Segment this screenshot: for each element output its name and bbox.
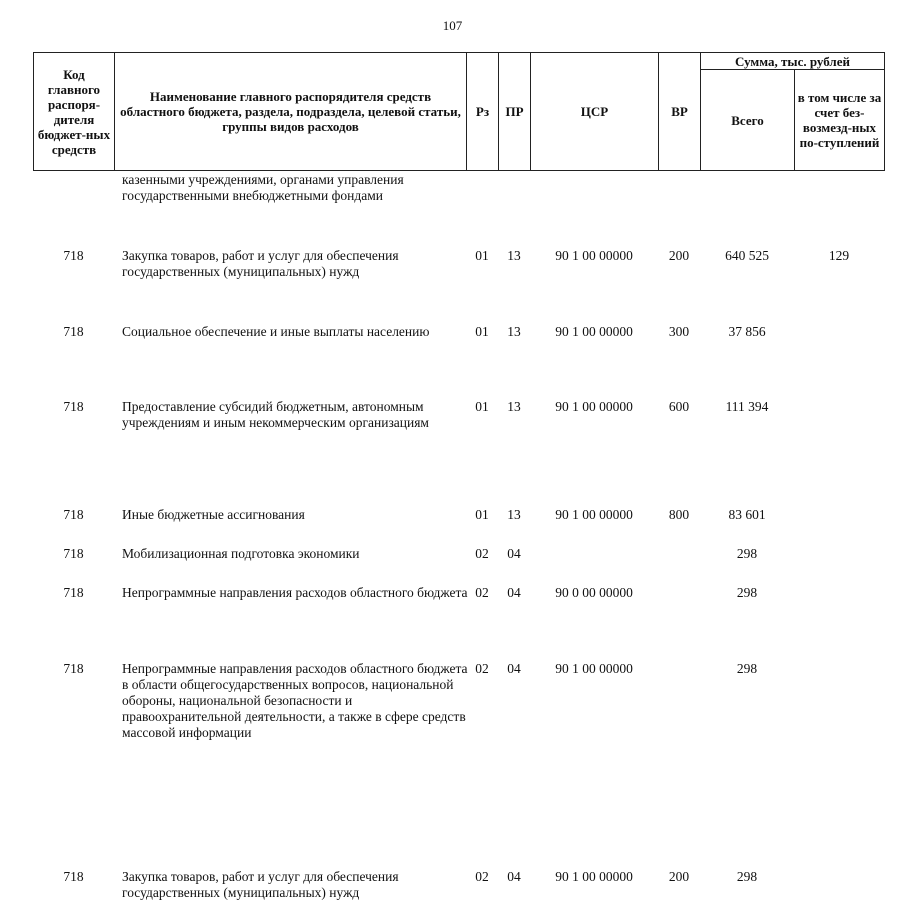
- cell-total: 298: [736, 546, 758, 561]
- cell-code: 718: [63, 585, 84, 600]
- cell-code: 718: [63, 507, 84, 522]
- cell-csr: 90 1 00 00000: [555, 869, 633, 884]
- cell-name: Закупка товаров, работ и услуг для обеспечения государственных (муниципальных) нужд: [122, 248, 399, 279]
- cell-code: 718: [63, 399, 84, 414]
- cell-code: 718: [63, 661, 84, 676]
- cell-total: 37 856: [728, 324, 766, 339]
- cell-code: 718: [63, 248, 84, 263]
- cell-csr: 90 1 00 00000: [555, 399, 633, 414]
- cell-name: Непрограммные направления расходов областного бюджета: [122, 585, 468, 600]
- cell-total: 298: [736, 869, 758, 884]
- cell-rz: 01: [475, 507, 489, 522]
- cell-csr: 90 1 00 00000: [555, 324, 633, 339]
- header-rz: Рз: [467, 53, 499, 171]
- cell-name: Предоставление субсидий бюджетным, автономным учреждениям и иным некоммерческим организациям: [122, 399, 429, 430]
- cell-pr: 13: [507, 507, 521, 522]
- header-vr: ВР: [659, 53, 701, 171]
- cell-pr: 04: [507, 869, 521, 884]
- cell-name: Социальное обеспечение и иные выплаты населению: [122, 324, 430, 339]
- cell-code: 718: [63, 324, 84, 339]
- cell-code: 718: [63, 869, 84, 884]
- cell-rz: 01: [475, 399, 489, 414]
- header-code: Код главного распоря-дителя бюджет-ных средств: [34, 53, 115, 171]
- cell-total: 83 601: [728, 507, 766, 522]
- cell-pr: 04: [507, 661, 521, 676]
- header-total: Всего: [701, 70, 795, 171]
- cell-name: Мобилизационная подготовка экономики: [122, 546, 360, 561]
- cell-rz: 02: [475, 546, 489, 561]
- cell-free: 129: [828, 248, 850, 263]
- cell-rz: 01: [475, 324, 489, 339]
- cell-total: 298: [736, 585, 758, 600]
- header-sum: Сумма, тыс. рублей: [701, 53, 885, 70]
- cell-rz: 02: [475, 585, 489, 600]
- header-free: в том числе за счет без-возмезд-ных по-ступлений: [795, 70, 885, 171]
- cell-name: казенными учреждениями, органами управления государственными внебюджетными фондами: [122, 172, 404, 203]
- cell-csr: 90 1 00 00000: [555, 507, 633, 522]
- cell-name: Закупка товаров, работ и услуг для обеспечения государственных (муниципальных) нужд: [122, 869, 399, 900]
- cell-pr: 13: [507, 248, 521, 263]
- cell-pr: 04: [507, 585, 521, 600]
- header-name: Наименование главного распорядителя средств областного бюджета, раздела, подраздела, целевой статьи, группы видов расходов: [115, 53, 467, 171]
- table-header: [33, 52, 885, 171]
- header-csr: ЦСР: [531, 53, 659, 171]
- cell-total: 111 394: [725, 399, 769, 414]
- cell-pr: 13: [507, 399, 521, 414]
- cell-vr: 300: [668, 324, 690, 339]
- cell-vr: 200: [668, 248, 690, 263]
- cell-csr: 90 0 00 00000: [555, 585, 633, 600]
- cell-pr: 04: [507, 546, 521, 561]
- cell-csr: 90 1 00 00000: [555, 661, 633, 676]
- cell-total: 298: [736, 661, 758, 676]
- cell-csr: 90 1 00 00000: [555, 248, 633, 263]
- cell-total: 640 525: [725, 248, 769, 263]
- cell-name: Иные бюджетные ассигнования: [122, 507, 305, 522]
- cell-rz: 01: [475, 248, 489, 263]
- cell-vr: 600: [668, 399, 690, 414]
- header-pr: ПР: [499, 53, 531, 171]
- cell-vr: 200: [668, 869, 690, 884]
- page-number: 107: [442, 18, 463, 33]
- cell-pr: 13: [507, 324, 521, 339]
- cell-code: 718: [63, 546, 84, 561]
- cell-vr: 800: [668, 507, 690, 522]
- cell-rz: 02: [475, 661, 489, 676]
- cell-rz: 02: [475, 869, 489, 884]
- cell-name: Непрограммные направления расходов областного бюджета в области общегосударственных вопросов, национальной обороны, национальной безопасности и правоохранительной деятельности, а также в сфере средств массовой информации: [122, 661, 468, 740]
